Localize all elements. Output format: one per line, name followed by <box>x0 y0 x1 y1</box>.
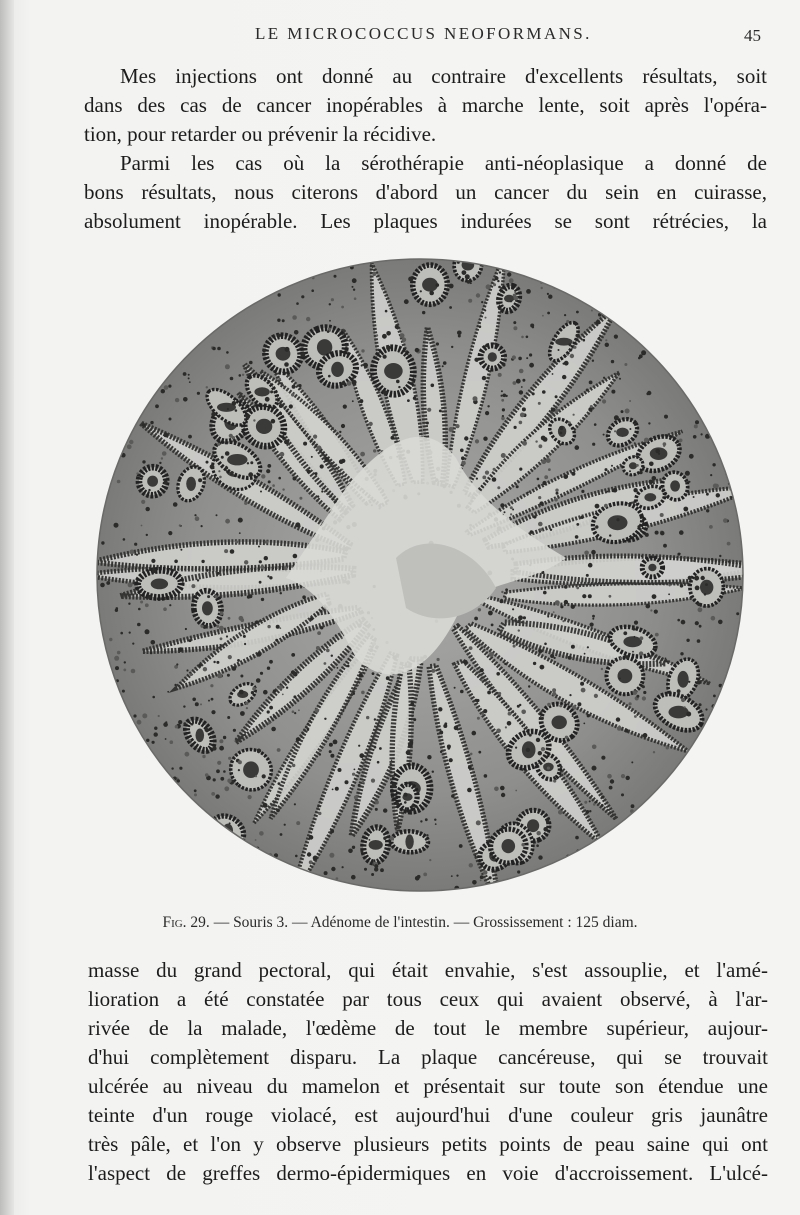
running-title: LE MICROCOCCUS NEOFORMANS. <box>255 24 592 43</box>
text-line: ulcérée au niveau du mamelon et présentait sur toute son étendue une <box>88 1074 768 1098</box>
micrograph-image <box>96 258 744 892</box>
micrograph-figure <box>96 258 744 892</box>
text-line: Parmi les cas où la sérothérapie anti-néoplasique a donné de <box>120 151 767 175</box>
text-line: bons résultats, nous citerons d'abord un cancer du sein en cuirasse, <box>84 180 767 204</box>
figure-caption-text: — Souris 3. — Adénome de l'intestin. — Grossissement : 125 diam. <box>213 914 638 931</box>
text-line: teinte d'un rouge violacé, est aujourd'hui d'une couleur gris jaunâtre <box>88 1103 768 1127</box>
top-paragraphs <box>84 62 767 236</box>
text-line: absolument inopérable. Les plaques indurées se sont rétrécies, la <box>84 209 767 233</box>
text-line: Mes injections ont donné au contraire d'excellents résultats, soit <box>120 64 767 88</box>
text-line: lioration a été constatée par tous ceux qui avaient observé, à l'ar- <box>88 987 768 1011</box>
running-head <box>0 24 800 50</box>
text-line: rivée de la malade, l'œdème de tout le membre supérieur, aujour- <box>88 1016 768 1040</box>
text-line: d'hui complètement disparu. La plaque cancéreuse, qui se trouvait <box>88 1045 768 1069</box>
text-line: tion, pour retarder ou prévenir la récidive. <box>84 122 437 146</box>
text-line: l'aspect de greffes dermo-épidermiques en voie d'accroissement. L'ulcé- <box>88 1161 768 1185</box>
text-line: masse du grand pectoral, qui était envahie, s'est assouplie, et l'amé- <box>88 958 768 982</box>
figure-label: Fig. 29. <box>162 914 210 931</box>
text-line: très pâle, et l'on y observe plusieurs petits points de peau saine qui ont <box>88 1132 768 1156</box>
text-line: dans des cas de cancer inopérables à marche lente, soit après l'opéra- <box>84 93 767 117</box>
page-number: 45 <box>744 26 761 45</box>
binding-edge <box>0 0 14 1215</box>
bottom-paragraph <box>88 956 768 1188</box>
figure-caption <box>0 914 800 932</box>
